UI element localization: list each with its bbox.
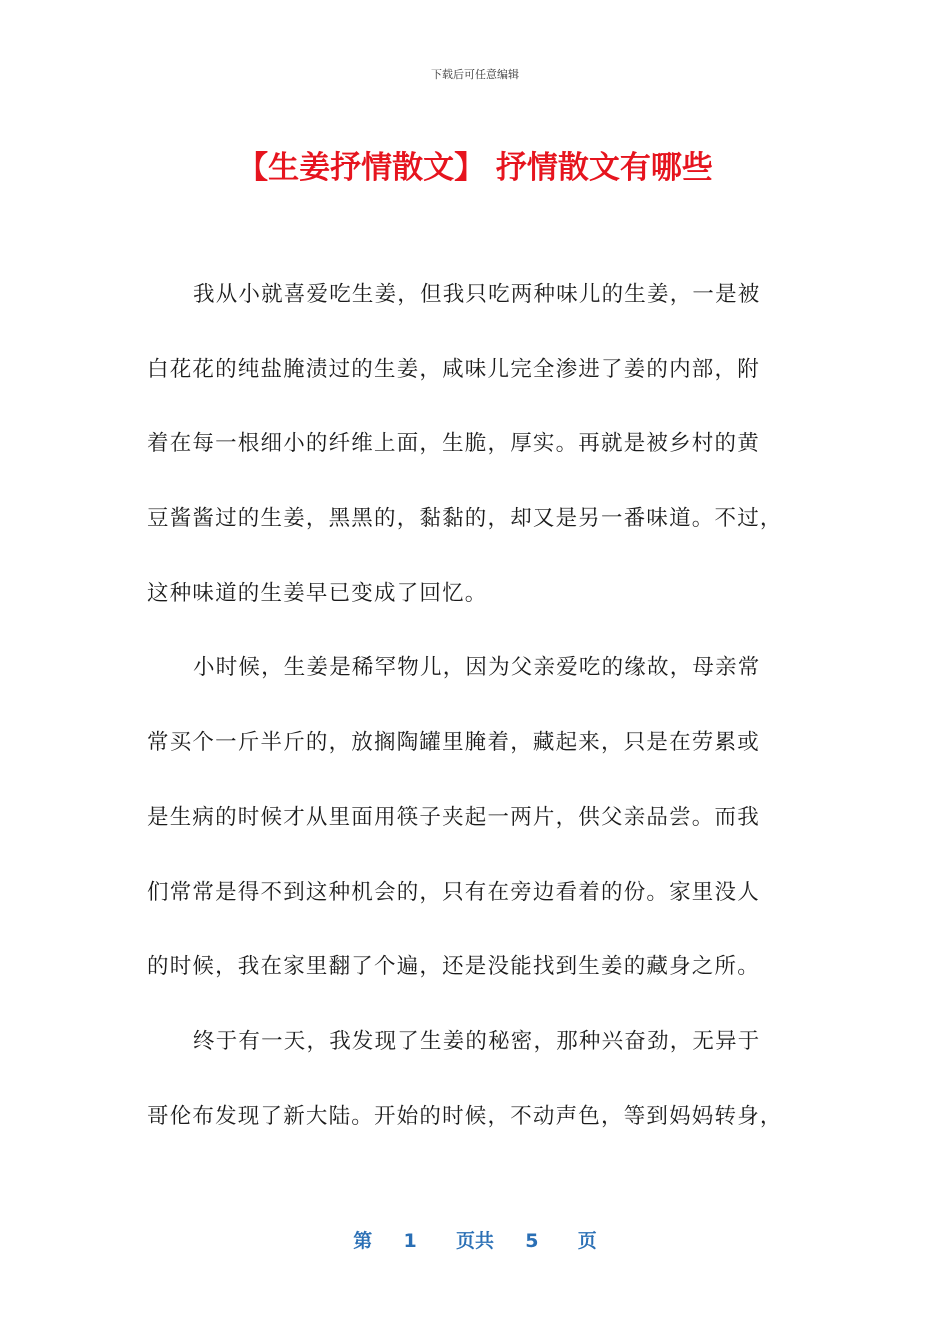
- paragraph-1-line-2: 白花花的纯盐腌渍过的生姜，咸味儿完全渗进了姜的内部，附: [147, 356, 760, 382]
- page-label-prefix: 第: [353, 1230, 373, 1252]
- article-body: [147, 272, 807, 1168]
- paragraph-2-line-3: 是生病的时候才从里面用筷子夹起一两片，供父亲品尝。而我: [147, 804, 760, 830]
- paragraph-1-line-1: 我从小就喜爱吃生姜，但我只吃两种味儿的生姜，一是被: [193, 282, 761, 307]
- paragraph-1-line-3: 着在每一根细小的纤维上面，生脆，厚实。再就是被乡村的黄: [147, 431, 760, 457]
- paragraph-2-line-5: 的时候，我在家里翻了个遍，还是没能找到生姜的藏身之所。: [147, 954, 760, 980]
- paragraph-1-line-4: 豆酱酱过的生姜，黑黑的，黏黏的，却又是另一番味道。不过，: [147, 506, 783, 532]
- paragraph-3-line-2: 哥伦布发现了新大陆。开始的时候，不动声色，等到妈妈转身，: [147, 1103, 783, 1129]
- page-number-footer: [0, 1226, 950, 1253]
- page-label-suffix: 页: [577, 1230, 597, 1252]
- document-title: 【生姜抒情散文】 抒情散文有哪些: [237, 150, 713, 186]
- page-label-middle: 页共: [455, 1230, 494, 1252]
- paragraph-2-line-4: 们常常是得不到这种机会的，只有在旁边看着的份。家里没人: [147, 879, 760, 905]
- current-page-number: 1: [403, 1230, 417, 1252]
- paragraph-2-line-2: 常买个一斤半斤的，放搁陶罐里腌着，藏起来，只是在劳累或: [147, 730, 760, 756]
- paragraph-3-line-1: 终于有一天，我发现了生姜的秘密，那种兴奋劲，无异于: [193, 1028, 761, 1054]
- paragraph-1-line-5: 这种味道的生姜早已变成了回忆。: [147, 580, 488, 606]
- total-pages-number: 5: [525, 1230, 539, 1252]
- header-note: 下载后可任意编辑: [431, 68, 519, 81]
- paragraph-2-line-1: 小时候，生姜是稀罕物儿，因为父亲爱吃的缘故，母亲常: [193, 655, 761, 681]
